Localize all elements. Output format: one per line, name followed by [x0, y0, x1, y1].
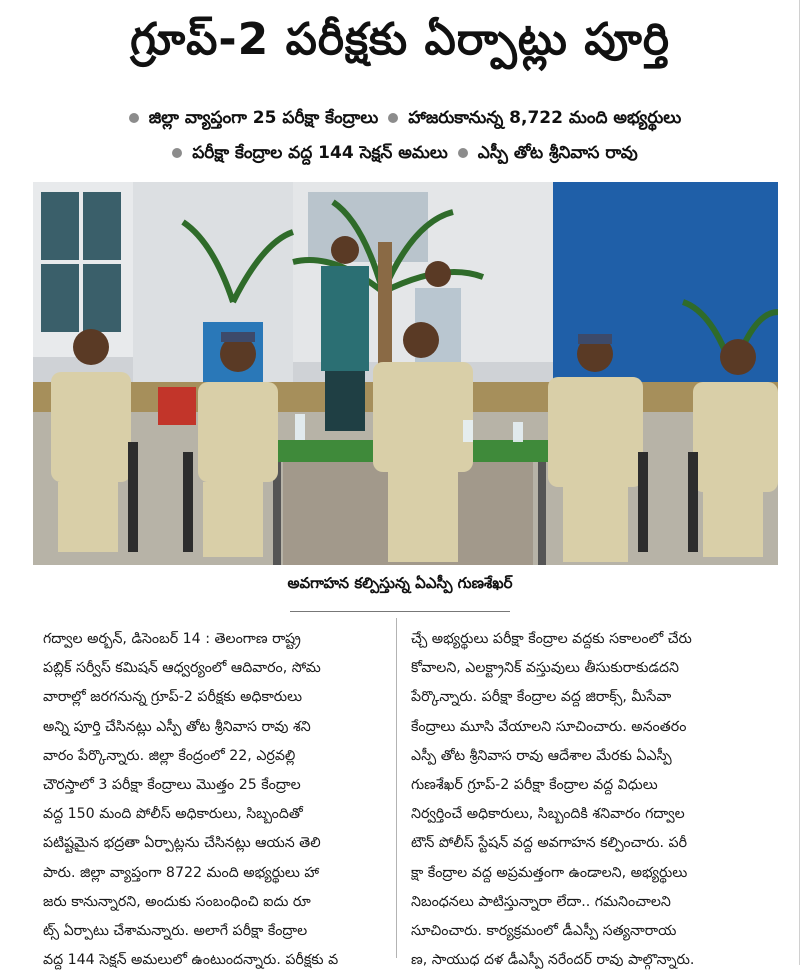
- article-line: క్షా కేంద్రాల వద్ద అప్రమత్తంగా ఉండాలని, అభ్యర్థులు: [411, 864, 688, 881]
- highlights-row-1: [0, 108, 800, 132]
- caption-divider: [290, 611, 510, 612]
- article-line: ణ, సాయుధ దళ డీఎస్పీ నరేందర్ రావు పాల్గొన్నారు.: [411, 952, 695, 969]
- highlight-text: జిల్లా వ్యాప్తంగా 25 పరీక్షా కేంద్రాలు: [148, 108, 379, 128]
- article-line: కేంద్రాలు మూసి వేయాలని సూచించారు. అనంతరం: [411, 718, 687, 735]
- bullet-icon: [458, 148, 468, 158]
- highlight-text: పరీక్షా కేంద్రాల వద్ద 144 సెక్షన్ అమలు: [192, 143, 448, 163]
- article-line: నిబంధనలు పాటిస్తున్నారా లేదా.. గమనించాలని: [411, 893, 671, 910]
- highlight-text: ఎస్పీ తోట శ్రీనివాస రావు: [477, 143, 638, 163]
- article-column-right: [411, 625, 761, 975]
- highlights-row-2: [0, 143, 800, 167]
- news-photo: [33, 182, 778, 565]
- article-line: జరు కానున్నారని, అందుకు సంబంధించి ఐదు రూ: [43, 893, 311, 910]
- article-line: పారు. జిల్లా వ్యాప్తంగా 8722 మంది అభ్యర్థులు హా: [43, 864, 320, 881]
- article-line: సూచించారు. కార్యక్రమంలో డీఎస్పీ సత్యనారాయ: [411, 923, 677, 940]
- article-line: గద్వాల అర్బన్, డిసెంబర్ 14 : తెలంగాణ రాష్ట్ర: [43, 631, 301, 647]
- column-divider: [396, 618, 397, 958]
- article-line: కోవాలని, ఎలక్ట్రానిక్ వస్తువులు తీసుకురాకుడదని: [411, 660, 679, 677]
- police-meeting-illustration: [33, 182, 778, 565]
- headline: గ్రూప్-2 పరీక్షకు ఏర్పాట్లు పూర్తి: [130, 14, 670, 65]
- article-line: టౌన్ పోలీస్ స్టేషన్ వద్ద అవగాహన కల్పించారు. పరీ: [411, 835, 688, 852]
- article-column-left: [43, 625, 393, 975]
- article-line: పేర్కొన్నారు. పరీక్షా కేంద్రాల వద్ద జిరాక్స్, మీసేవా: [411, 689, 672, 706]
- article-line: పటిష్టమైన భద్రతా ఏర్పాట్లను చేసినట్లు ఆయన తెలి: [43, 835, 321, 852]
- bullet-icon: [129, 113, 139, 123]
- article-line: చ్చే అభ్యర్థులు పరీక్షా కేంద్రాల వద్దకు సకాలంలో చేరు: [411, 631, 692, 647]
- article-line: గుణశేఖర్ గ్రూప్-2 పరీక్షా కేంద్రాల వద్ద విధులు: [411, 777, 658, 794]
- bullet-icon: [172, 148, 182, 158]
- article-line: అన్ని పూర్తి చేసినట్లు ఎస్పీ తోట శ్రీనివాస రావు శని: [43, 718, 311, 735]
- article-line: వద్ద 144 సెక్షన్ అమలులో ఉంటుందన్నారు. పరీక్షకు వ: [43, 952, 339, 969]
- highlight-text: హాజరుకానున్న 8,722 మంది అభ్యర్థులు: [408, 108, 682, 128]
- article-line: పబ్లిక్ సర్వీస్ కమిషన్ ఆధ్వర్యంలో ఆదివారం, సోమ: [43, 660, 321, 677]
- bullet-icon: [388, 113, 398, 123]
- article-line: వారాల్లో జరగనున్న గ్రూప్-2 పరీక్షకు అధికారులు: [43, 689, 303, 706]
- article-line: చౌరస్తాలో 3 పరీక్షా కేంద్రాలు మొత్తం 25 కేంద్రాల: [43, 777, 301, 794]
- article-line: వద్ద 150 మంది పోలీస్ అధికారులు, సిబ్బందితో: [43, 806, 303, 823]
- article-line: ట్స్ ఏర్పాటు చేశామన్నారు. అలాగే పరీక్షా కేంద్రాల: [43, 923, 308, 940]
- photo-caption: అవగాహన కల్పిస్తున్న ఏఎస్పీ గుణశేఖర్: [287, 574, 513, 592]
- article-line: నిర్వర్తించే అధికారులు, సిబ్బందికి శనివారం గద్వాల: [411, 806, 685, 823]
- article-line: ఎస్పీ తోట శ్రీనివాస రావు ఆదేశాల మేరకు ఏఎస్పీ: [411, 747, 672, 764]
- article-line: వారం పేర్కొన్నారు. జిల్లా కేంద్రంలో 22, ఎర్రవల్లి: [43, 747, 296, 764]
